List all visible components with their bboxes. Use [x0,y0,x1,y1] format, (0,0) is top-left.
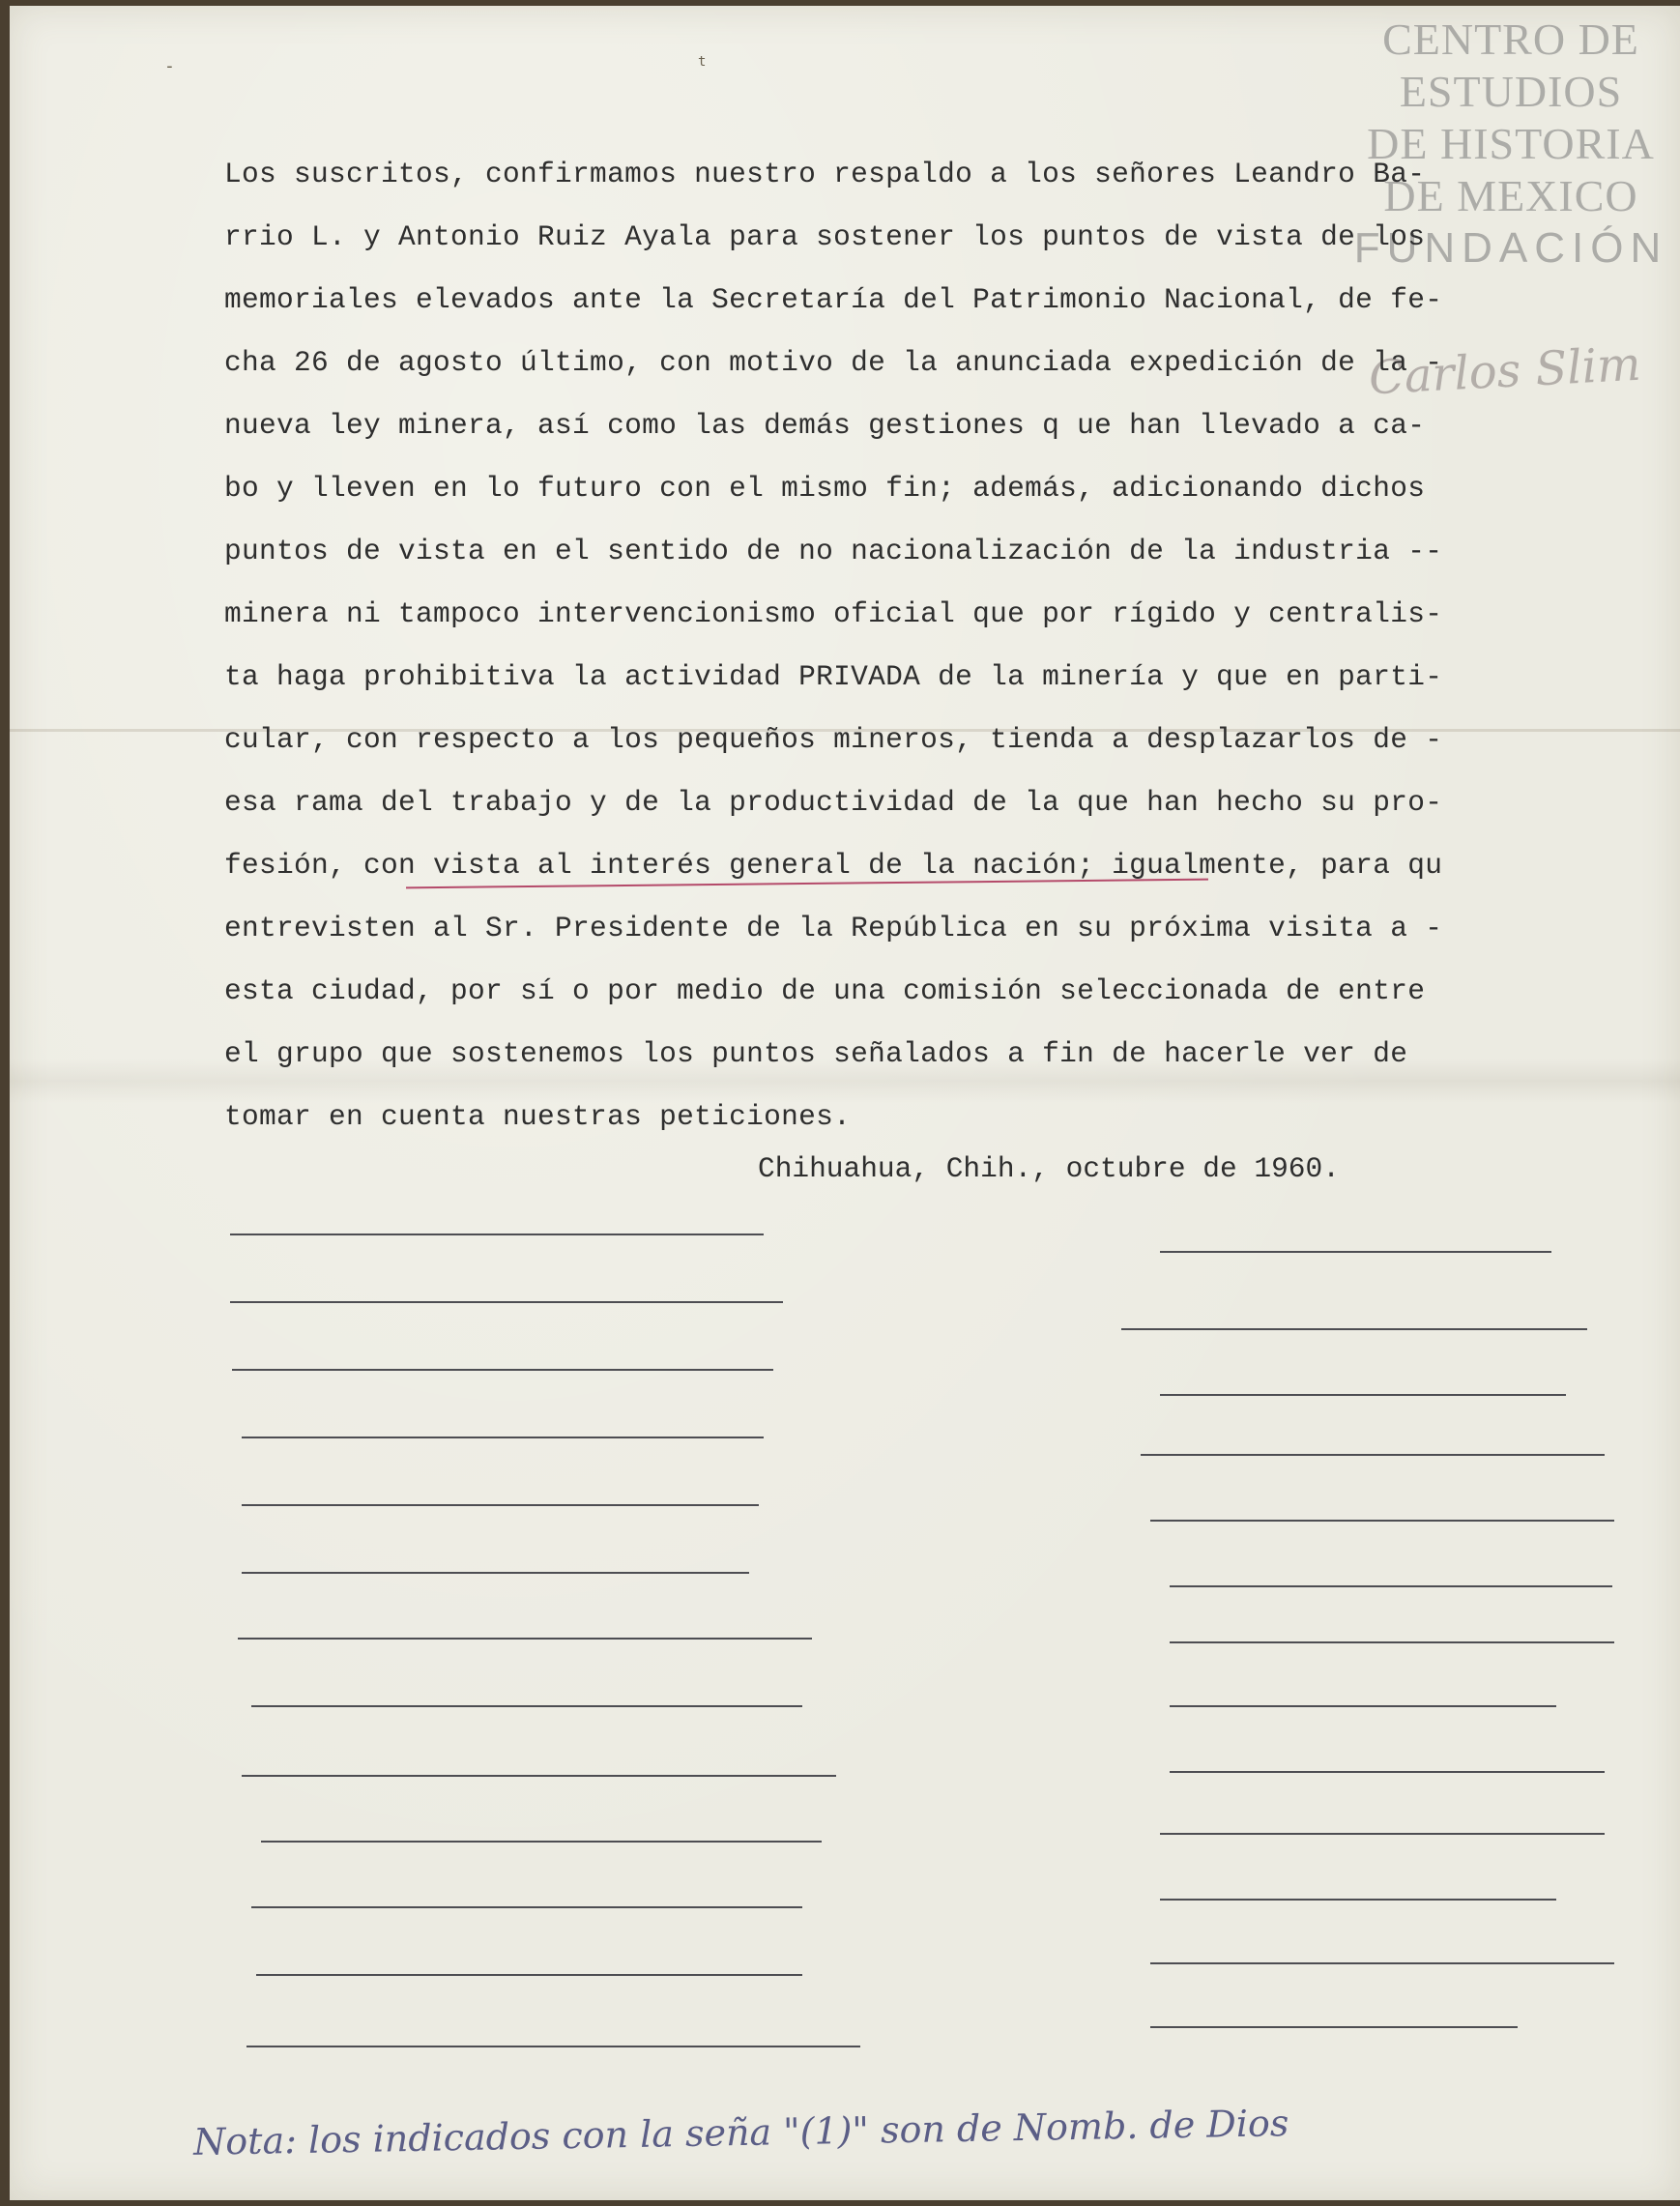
signature-line [251,1906,802,1908]
signature-line [1160,1251,1551,1253]
signature-line [1170,1705,1556,1707]
watermark-line: DE HISTORIA [1367,119,1655,168]
signature-line [1170,1585,1612,1587]
signature-line [238,1638,812,1640]
handwritten-note: Nota: los indicados con la seña "(1)" son de Nomb. de Dios [192,2102,1289,2163]
body-line: Los suscritos, confirmamos nuestro respaldo a los señores Leandro Ba- [224,158,1426,190]
signature-line [1160,1899,1556,1901]
body-line: fesión, con vista al interés general de la nación; igualmente, para qu [224,849,1443,882]
signature-line [232,1369,773,1371]
signature-line [1170,1771,1605,1773]
body-line: ta haga prohibitiva la actividad PRIVADA de la minería y que en parti- [224,660,1443,693]
signature-line [230,1301,783,1303]
watermark-line: ESTUDIOS [1399,67,1623,116]
watermark-signature: Carlos Slim [1368,336,1643,406]
signature-line [1121,1328,1587,1330]
body-line: cular, con respecto a los pequeños mineros, tienda a desplazarlos de - [224,723,1443,756]
signature-line [251,1705,802,1707]
signature-line [246,2046,860,2047]
signature-line [1150,2026,1518,2028]
paper-mark: - [164,56,175,76]
signature-line [1150,1962,1614,1964]
paper-mark: t [698,54,707,70]
signature-line [1160,1833,1605,1835]
body-line: tomar en cuenta nuestras peticiones. [224,1100,852,1133]
body-line: minera ni tampoco intervencionismo oficial que por rígido y centralis- [224,597,1443,630]
signature-line [1141,1454,1605,1456]
signature-line [242,1572,749,1574]
body-line: rrio L. y Antonio Ruiz Ayala para sostener los puntos de vista de los [224,220,1426,253]
signature-line [261,1841,822,1843]
signature-line [242,1504,759,1506]
watermark-foundation: FUNDACIÓN [1353,224,1668,272]
body-line: memoriales elevados ante la Secretaría del Patrimonio Nacional, de fe- [224,283,1443,316]
body-line: puntos de vista en el sentido de no nacionalización de la industria -- [224,535,1443,567]
body-line: nueva ley minera, así como las demás gestiones q ue han llevado a ca- [224,409,1426,442]
signature-line [1150,1520,1614,1522]
body-line: esa rama del trabajo y de la productividad de la que han hecho su pro- [224,786,1443,819]
place-date: Chihuahua, Chih., octubre de 1960. [758,1152,1340,1185]
signature-line [230,1234,764,1235]
signature-line [1160,1394,1566,1396]
watermark-line: CENTRO DE [1382,15,1639,64]
signature-line [242,1437,764,1438]
body-line: cha 26 de agosto último, con motivo de la anunciada expedición de la - [224,346,1443,379]
watermark-line: DE MEXICO [1383,171,1638,220]
body-line: esta ciudad, por sí o por medio de una comisión seleccionada de entre [224,974,1426,1007]
document-page [10,6,1680,2200]
body-line: el grupo que sostenemos los puntos señalados a fin de hacerle ver de [224,1037,1408,1070]
signature-line [256,1974,802,1976]
signature-section [10,6,1680,2200]
body-line: entrevisten al Sr. Presidente de la República en su próxima visita a - [224,912,1443,944]
body-line: bo y lleven en lo futuro con el mismo fin; además, adicionando dichos [224,472,1426,505]
signature-line [1170,1641,1614,1643]
signature-line [242,1775,836,1777]
